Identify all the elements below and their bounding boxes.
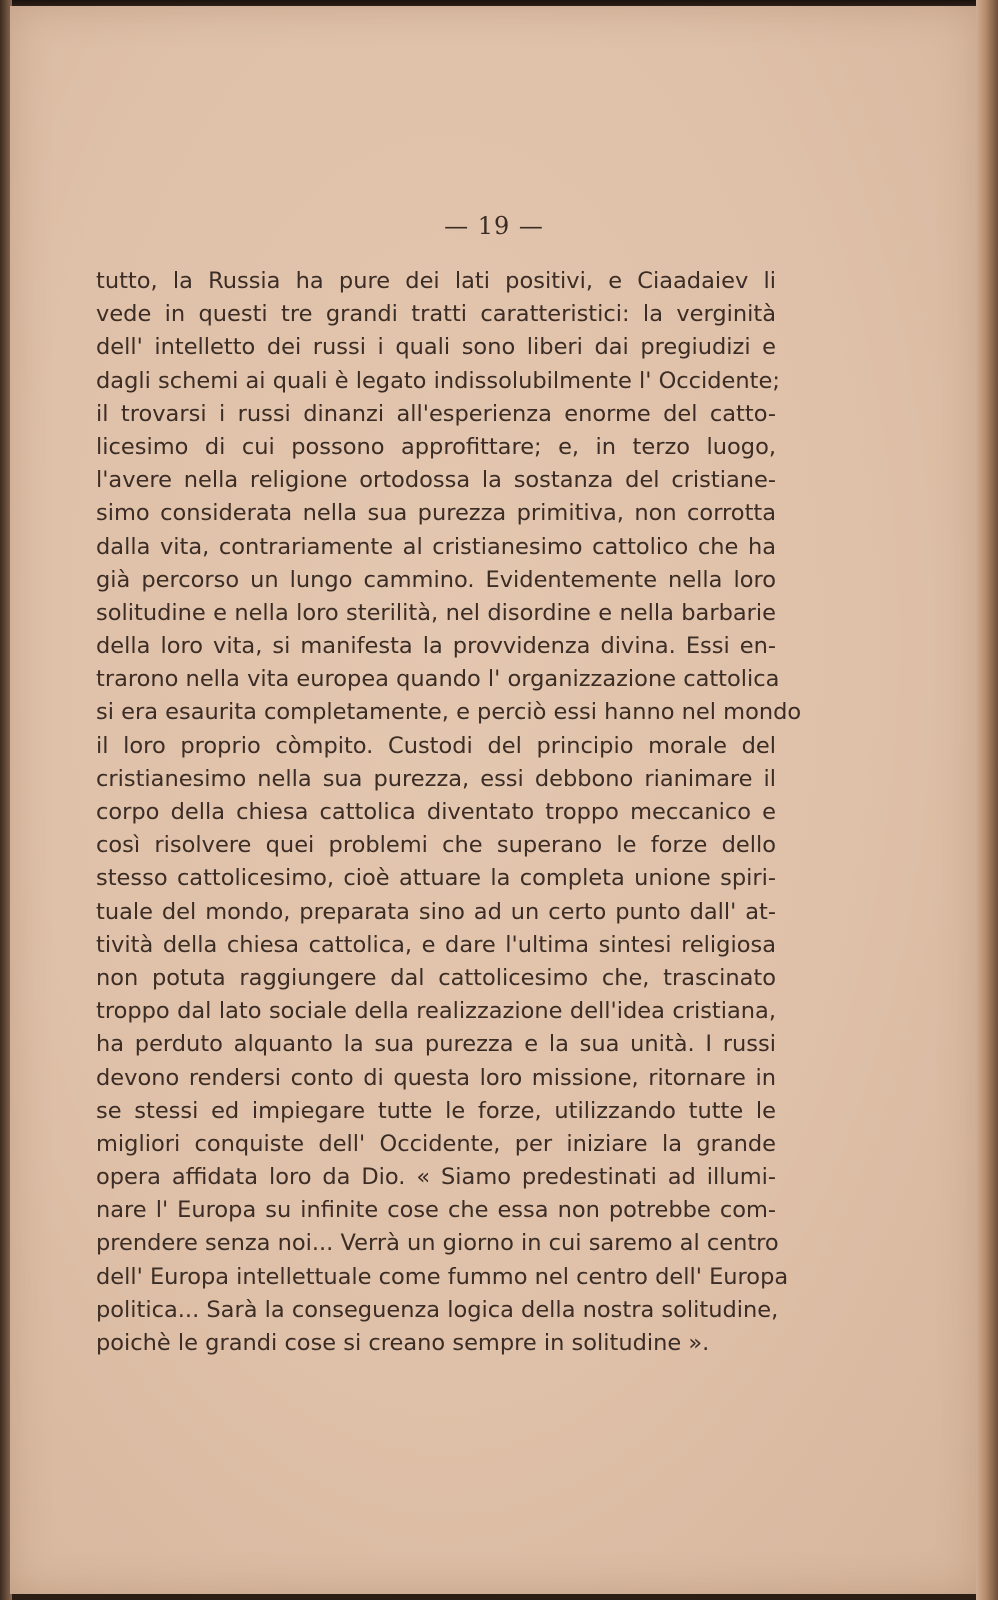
text-line: corpo della chiesa cattolica diventato troppo meccanico e: [96, 799, 776, 825]
book-page: [10, 6, 978, 1594]
text-line: tutto, la Russia ha pure dei lati positivi, e Ciaadaiev li: [96, 268, 776, 294]
text-line: politica... Sarà la conseguenza logica della nostra solitudine,: [96, 1296, 779, 1323]
text-line: prendere senza noi... Verrà un giorno in cui saremo al centro: [96, 1230, 779, 1257]
text-line: tività della chiesa cattolica, e dare l'ultima sintesi religiosa: [96, 931, 776, 958]
text-line: della loro vita, si manifesta la provvidenza divina. Essi en-: [96, 633, 776, 660]
text-line: dagli schemi ai quali è legato indissolubilmente l' Occidente;: [96, 367, 780, 394]
text-line: dalla vita, contrariamente al cristianesimo cattolico che ha: [96, 533, 776, 560]
text-line: dell' intelletto dei russi i quali sono liberi dai pregiudizi e: [96, 334, 776, 361]
text-line: il loro proprio còmpito. Custodi del principio morale del: [96, 732, 776, 759]
text-line: simo considerata nella sua purezza primitiva, non corrotta: [96, 500, 776, 527]
text-line: già percorso un lungo cammino. Evidentemente nella loro: [96, 566, 776, 593]
text-line: troppo dal lato sociale della realizzazione dell'idea cristiana,: [96, 998, 776, 1025]
text-line: stesso cattolicesimo, cioè attuare la completa unione spiri-: [96, 865, 776, 892]
text-line: opera affidata loro da Dio. « Siamo predestinati ad illumi-: [96, 1164, 776, 1191]
text-line: così risolvere quei problemi che superano le forze dello: [96, 832, 776, 859]
text-line: ha perduto alquanto la sua purezza e la sua unità. I russi: [96, 1031, 776, 1058]
text-line: si era esaurita completamente, e perciò essi hanno nel mondo: [96, 699, 802, 726]
text-line: dell' Europa intellettuale come fummo nel centro dell' Europa: [96, 1263, 789, 1290]
text-line-last: poichè le grandi cose si creano sempre in solitudine ».: [96, 1330, 710, 1356]
text-line: licesimo di cui possono approfittare; e, in terzo luogo,: [96, 433, 776, 460]
text-line: non potuta raggiungere dal cattolicesimo che, trascinato: [96, 964, 776, 991]
text-line: nare l' Europa su infinite cose che essa non potrebbe com-: [96, 1197, 776, 1224]
text-line: devono rendersi conto di questa loro missione, ritornare in: [96, 1064, 776, 1091]
page-right-edge: [976, 0, 998, 1600]
text-line: il trovarsi i russi dinanzi all'esperienza enorme del catto-: [96, 400, 776, 427]
text-line: solitudine e nella loro sterilità, nel disordine e nella barbarie: [96, 599, 776, 626]
text-line: trarono nella vita europea quando l' organizzazione cattolica: [96, 666, 780, 693]
text-line: cristianesimo nella sua purezza, essi debbono rianimare il: [96, 765, 776, 792]
body-text: [96, 265, 802, 1360]
text-line: l'avere nella religione ortodossa la sostanza del cristiane-: [96, 467, 776, 494]
text-line: tuale del mondo, preparata sino ad un certo punto dall' at-: [96, 898, 776, 925]
text-line: se stessi ed impiegare tutte le forze, utilizzando tutte le: [96, 1097, 776, 1124]
text-line: vede in questi tre grandi tratti caratteristici: la verginità: [96, 301, 776, 328]
page-number: — 19 —: [444, 212, 544, 240]
text-line: migliori conquiste dell' Occidente, per iniziare la grande: [96, 1130, 776, 1157]
